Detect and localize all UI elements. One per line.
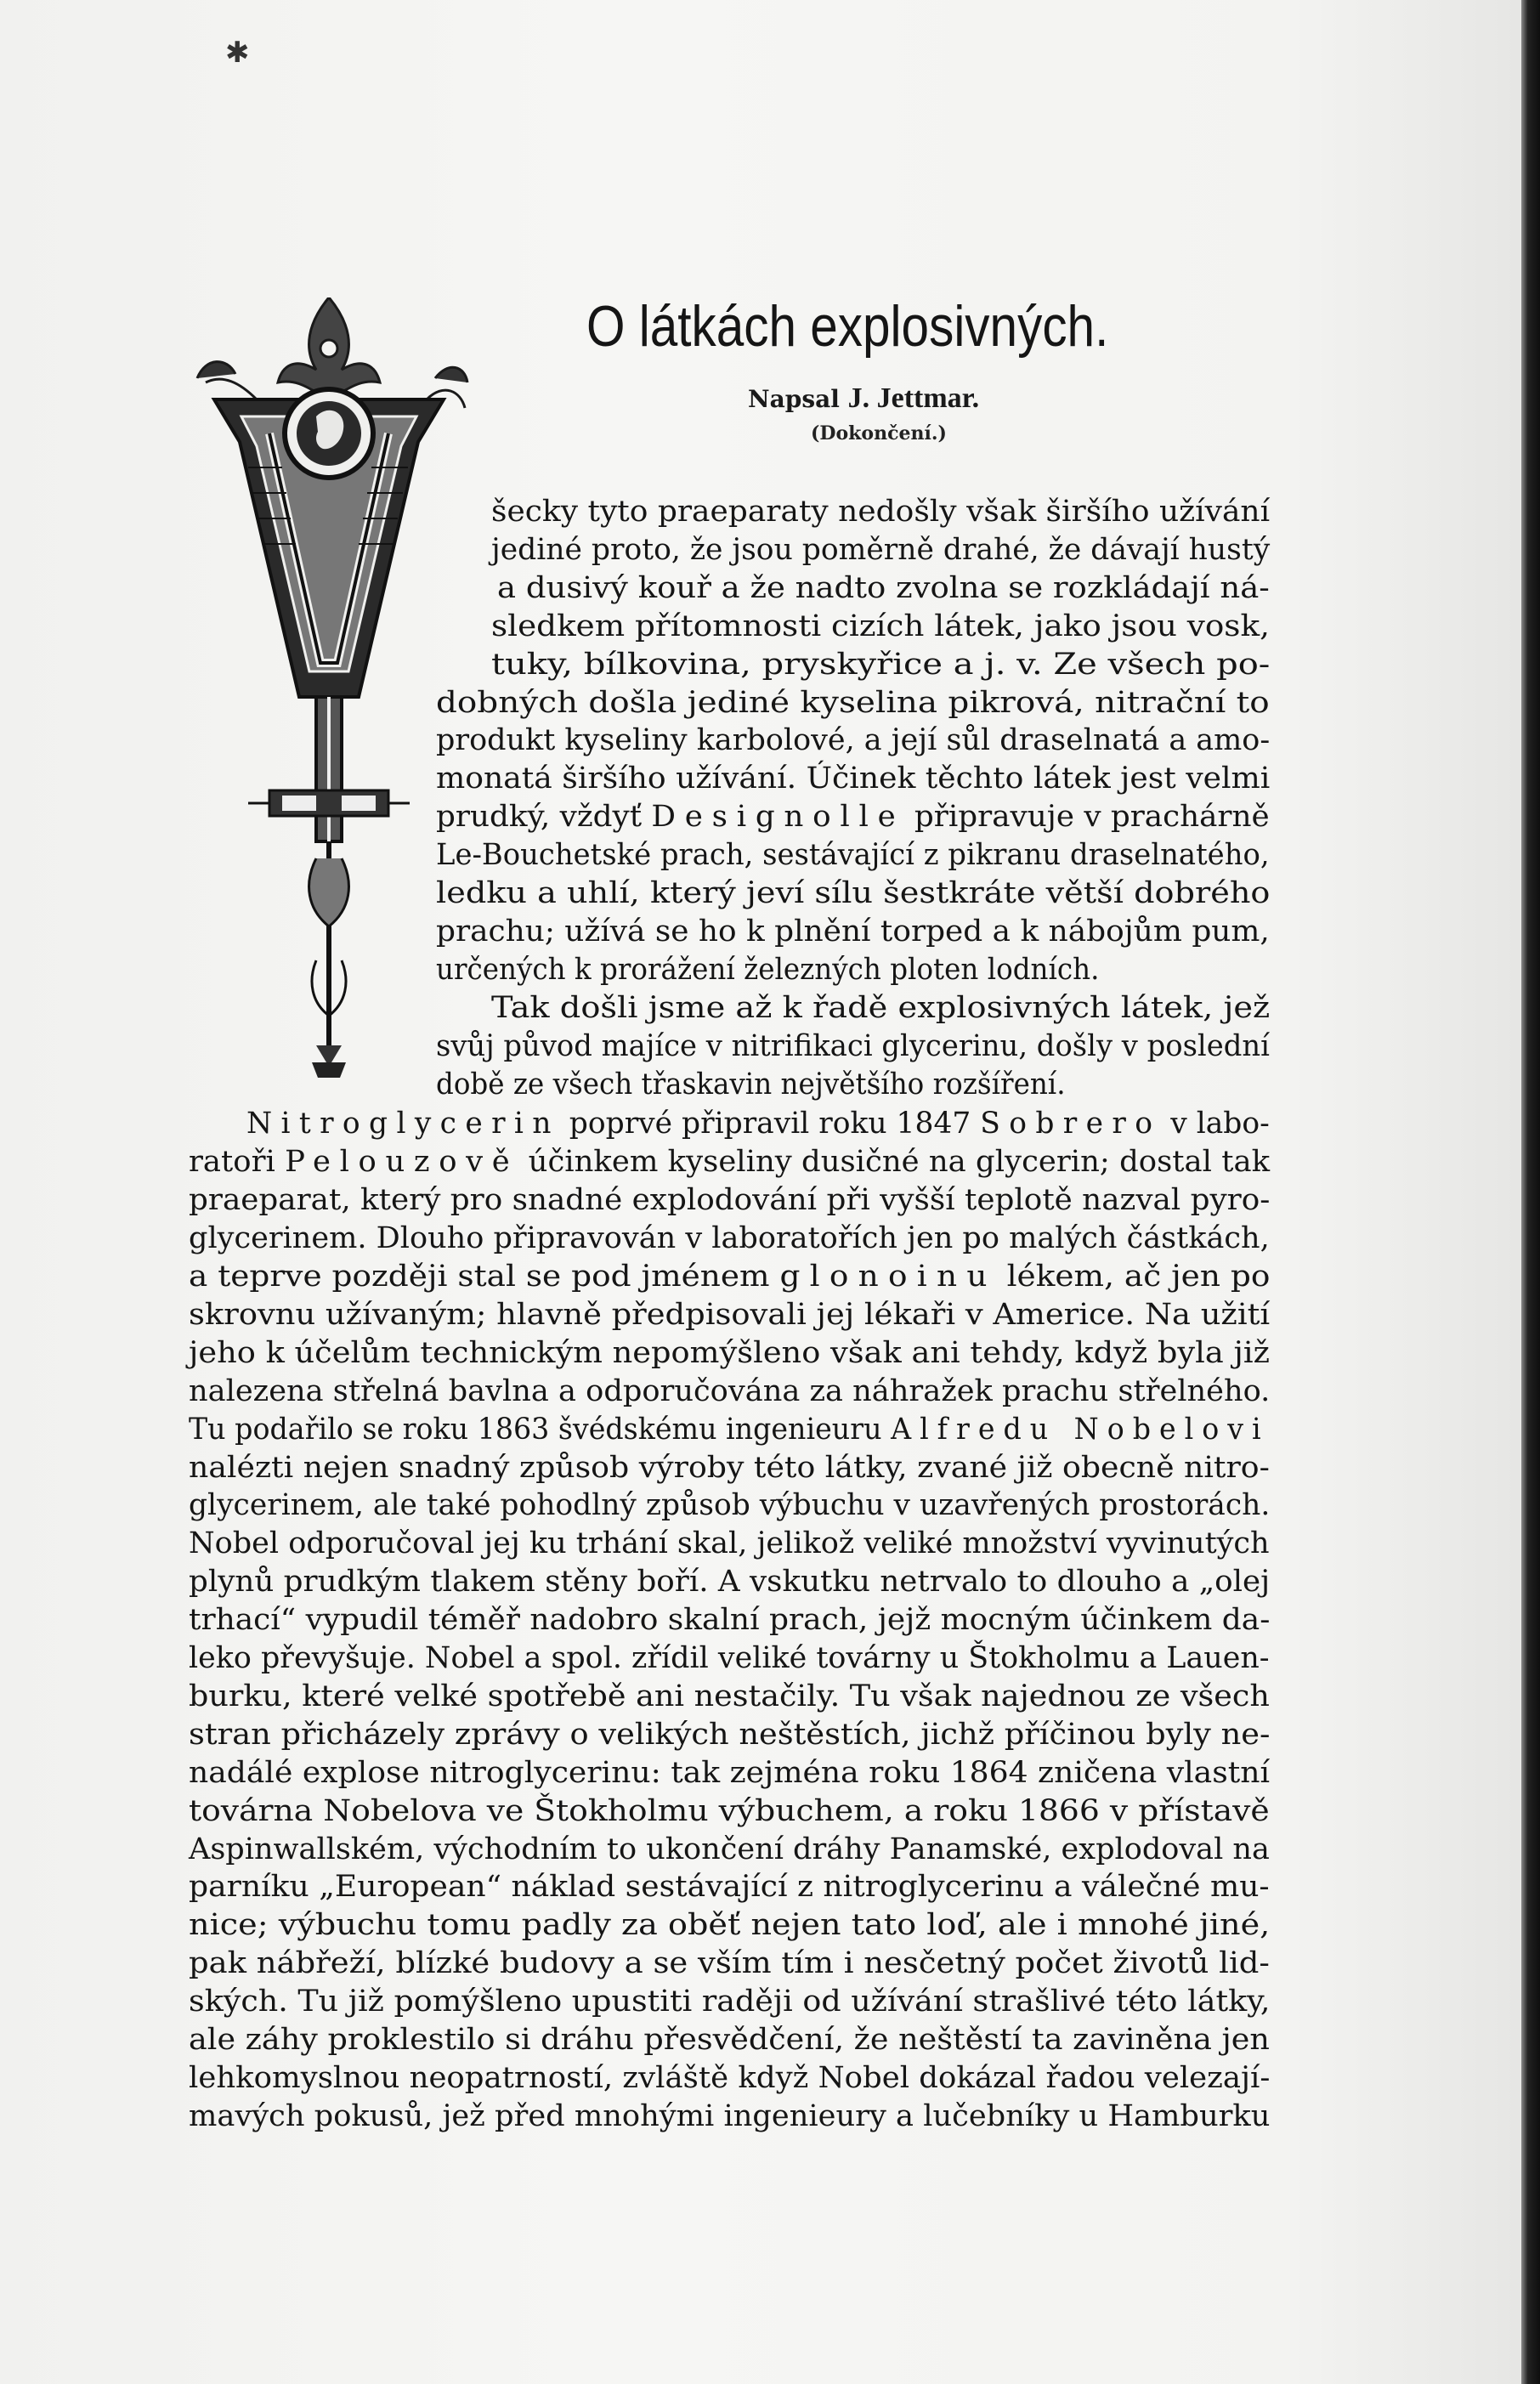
text-run: prachu; užívá se ho k plnění torped a k nábojům pum,: [436, 914, 1270, 949]
article-title: O látkách explosivných.: [586, 294, 1109, 359]
text-line: [491, 495, 1270, 529]
continuation-note: (Dokončení.): [811, 422, 947, 445]
text-run: pak nábřeží, blízké budovy a se vším tím i nesčetný počet životů lid-: [189, 1946, 1270, 1981]
text-run: sledkem přítomnosti cizích látek, jako jsou vosk,: [491, 609, 1270, 643]
text-run: připravuje v prachárně: [904, 800, 1270, 835]
text-line: [491, 648, 1270, 682]
text-line: [436, 723, 1270, 757]
text-line: [189, 1870, 1270, 1904]
text-run: Aspinwallském, východním to ukončení dráhy Panamské, explodoval na: [189, 1832, 1270, 1866]
text-line: [189, 2023, 1270, 2057]
text-line: [189, 1946, 1270, 1980]
text-run: Nobel odporučoval jej ku trhání skal, jelikož veliké množství vyvinutých: [189, 1526, 1270, 1561]
author-name: J. Jettmar.: [847, 382, 980, 414]
spaced-name: glonoinu: [779, 1260, 997, 1294]
text-run: továrna Nobelova ve Štokholmu výbuchem, a roku 1866 v přístavě: [189, 1793, 1270, 1828]
text-run: nadálé explose nitroglycerinu: tak zejména roku 1864 zničena vlastní: [189, 1755, 1271, 1790]
text-run: leko převyšuje. Nobel a spol. zřídil veliké továrny u Štokholmu a Lauen-: [189, 1641, 1270, 1675]
text-run: plynů prudkým tlakem stěny boří. A vskutku netrvalo to dlouho a „olej: [189, 1565, 1271, 1600]
spaced-name: Nitroglycerin: [246, 1107, 560, 1141]
ink-speck: ✱: [225, 36, 250, 70]
text-line: [491, 991, 1270, 1025]
text-run: ledku a uhlí, který jeví sílu šestkráte větší dobrého: [436, 876, 1271, 910]
text-line: [189, 1336, 1270, 1370]
text-run: poprvé připravil roku 1847: [559, 1107, 981, 1141]
text-line: [189, 1756, 1270, 1790]
text-run: parníku „European“ náklad sestávající z nitroglycerinu a válečné mu-: [189, 1870, 1270, 1905]
text-line: [189, 1565, 1270, 1599]
text-line: [189, 1526, 1270, 1560]
text-line: [189, 1413, 1270, 1447]
text-line: [436, 953, 1099, 987]
text-run: v labo-: [1161, 1107, 1270, 1141]
text-run: jeho k účelům technickým nepomýšleno však ani tehdy, když byla již: [189, 1335, 1270, 1370]
text-run: nalezena střelná bavlna a odporučována za náhražek prachu střelného.: [189, 1373, 1271, 1408]
text-line: [189, 1451, 1270, 1485]
text-run: stran přicházely zprávy o velikých neštěstích, jichž příčinou byly ne-: [189, 1717, 1271, 1752]
text-run: skrovnu užívaným; hlavně předpisovali jej lékaři v Americe. Na užití: [189, 1297, 1271, 1332]
text-run: Tak došli jsme až k řadě explosivných látek, jež: [491, 990, 1271, 1025]
text-line: [189, 1488, 1270, 1522]
text-line: [189, 1718, 1270, 1752]
text-run: glycerinem, ale také pohodlný způsob výbuchu v uzavřených prostorách.: [189, 1488, 1271, 1523]
text-line: [189, 1985, 1271, 2019]
text-line: [189, 1221, 1270, 1255]
text-run: praeparat, který pro snadné explodování při vyšší teplotě nazval pyro-: [189, 1183, 1271, 1218]
text-line: [189, 1260, 1270, 1294]
text-line: [491, 609, 1270, 643]
text-run: trhací“ vypudil téměř nadobro skalní prach, jejž mocným účinkem da-: [189, 1603, 1271, 1638]
byline: [748, 382, 979, 415]
byline-prefix: Napsal: [748, 385, 840, 413]
text-line: [189, 1145, 1270, 1179]
text-run: dobných došla jediné kyselina pikrová, nitrační to: [436, 685, 1270, 720]
spaced-name: Pelouzově: [285, 1145, 519, 1180]
text-run: lehkomyslnou neopatrností, zvláště když Nobel dokázal řadou velezají-: [189, 2060, 1271, 2095]
text-line: [436, 762, 1270, 796]
text-run: Le-Bouchetské prach, sestávající z pikranu draselnatého,: [436, 838, 1270, 873]
text-run: době ze všech třaskavin největšího rozšíření.: [436, 1067, 1066, 1101]
text-line: [189, 2061, 1270, 2095]
text-run: burku, které velké spotřebě ani nestačily. Tu však najednou ze všech: [189, 1679, 1270, 1713]
text-line: [436, 915, 1270, 949]
text-run: ských. Tu již pomýšleno upustiti raději od užívání strašlivé této látky,: [189, 1985, 1271, 2019]
text-run: prudký, vždyť: [436, 800, 652, 835]
text-line: [189, 1908, 1270, 1942]
text-run: produkt kyseliny karbolové, a její sůl draselnatá a amo-: [436, 723, 1271, 758]
text-line: [189, 1832, 1270, 1866]
page-edge: [1521, 0, 1540, 2384]
text-line: [189, 1679, 1270, 1713]
text-line: [436, 800, 1270, 834]
text-run: nice; výbuchu tomu padly za oběť nejen tato loď, ale i mnohé jiné,: [189, 1908, 1271, 1943]
ornamental-initial-v-icon: [189, 297, 469, 1079]
spaced-name: Alfredu Nobelovi: [891, 1412, 1270, 1447]
text-run: lékem, ač jen po: [996, 1260, 1271, 1294]
text-run: účinkem kyseliny dusičné na glycerin; dostal tak: [518, 1145, 1271, 1180]
text-line: [436, 1067, 1066, 1101]
text-run: svůj původ majíce v nitrifikaci glycerinu, došly v poslední: [436, 1028, 1270, 1063]
text-line: [189, 2099, 1270, 2133]
text-run: a dusivý kouř a že nadto zvolna se rozkládají ná-: [497, 570, 1270, 605]
text-run: glycerinem. Dlouho připravován v laboratořích jen po malých částkách,: [189, 1221, 1270, 1256]
text-run: ratoři: [189, 1145, 286, 1180]
spaced-name: Sobrero: [980, 1107, 1162, 1141]
text-run: jediné proto, že jsou poměrně drahé, že dávají hustý: [491, 532, 1271, 567]
text-line: [436, 686, 1270, 720]
text-run: určených k prorážení železných ploten lodních.: [436, 952, 1100, 987]
text-run: tuky, bílkovina, pryskyřice a j. v. Ze všech po-: [491, 647, 1271, 682]
text-line: [246, 1107, 1270, 1141]
text-line: [189, 1603, 1270, 1637]
text-line: [189, 1183, 1270, 1217]
text-line: [189, 1374, 1270, 1408]
text-line: [491, 533, 1270, 567]
text-line: [189, 1794, 1270, 1828]
text-line: [436, 876, 1270, 910]
text-run: nalézti nejen snadný způsob výroby této látky, zvané již obecně nitro-: [189, 1450, 1270, 1485]
text-run: Tu podařilo se roku 1863 švédskému ingenieuru: [189, 1412, 892, 1447]
text-line: [189, 1641, 1270, 1675]
text-line: [497, 571, 1270, 605]
text-run: ale záhy proklestilo si dráhu přesvědčení, že neštěstí ta zaviněna jen: [189, 2023, 1270, 2057]
text-line: [436, 838, 1270, 872]
text-line: [189, 1298, 1270, 1332]
spaced-name: Designolle: [651, 800, 905, 835]
text-run: monatá širšího užívání. Účinek těchto látek jest velmi: [436, 762, 1271, 796]
text-run: šecky tyto praeparaty nedošly však širšího užívání: [491, 495, 1271, 529]
text-run: a teprve později stal se pod jménem: [189, 1260, 780, 1294]
text-run: mavých pokusů, jež před mnohými ingenieury a lučebníky u Hamburku: [189, 2098, 1271, 2133]
text-line: [436, 1029, 1270, 1063]
